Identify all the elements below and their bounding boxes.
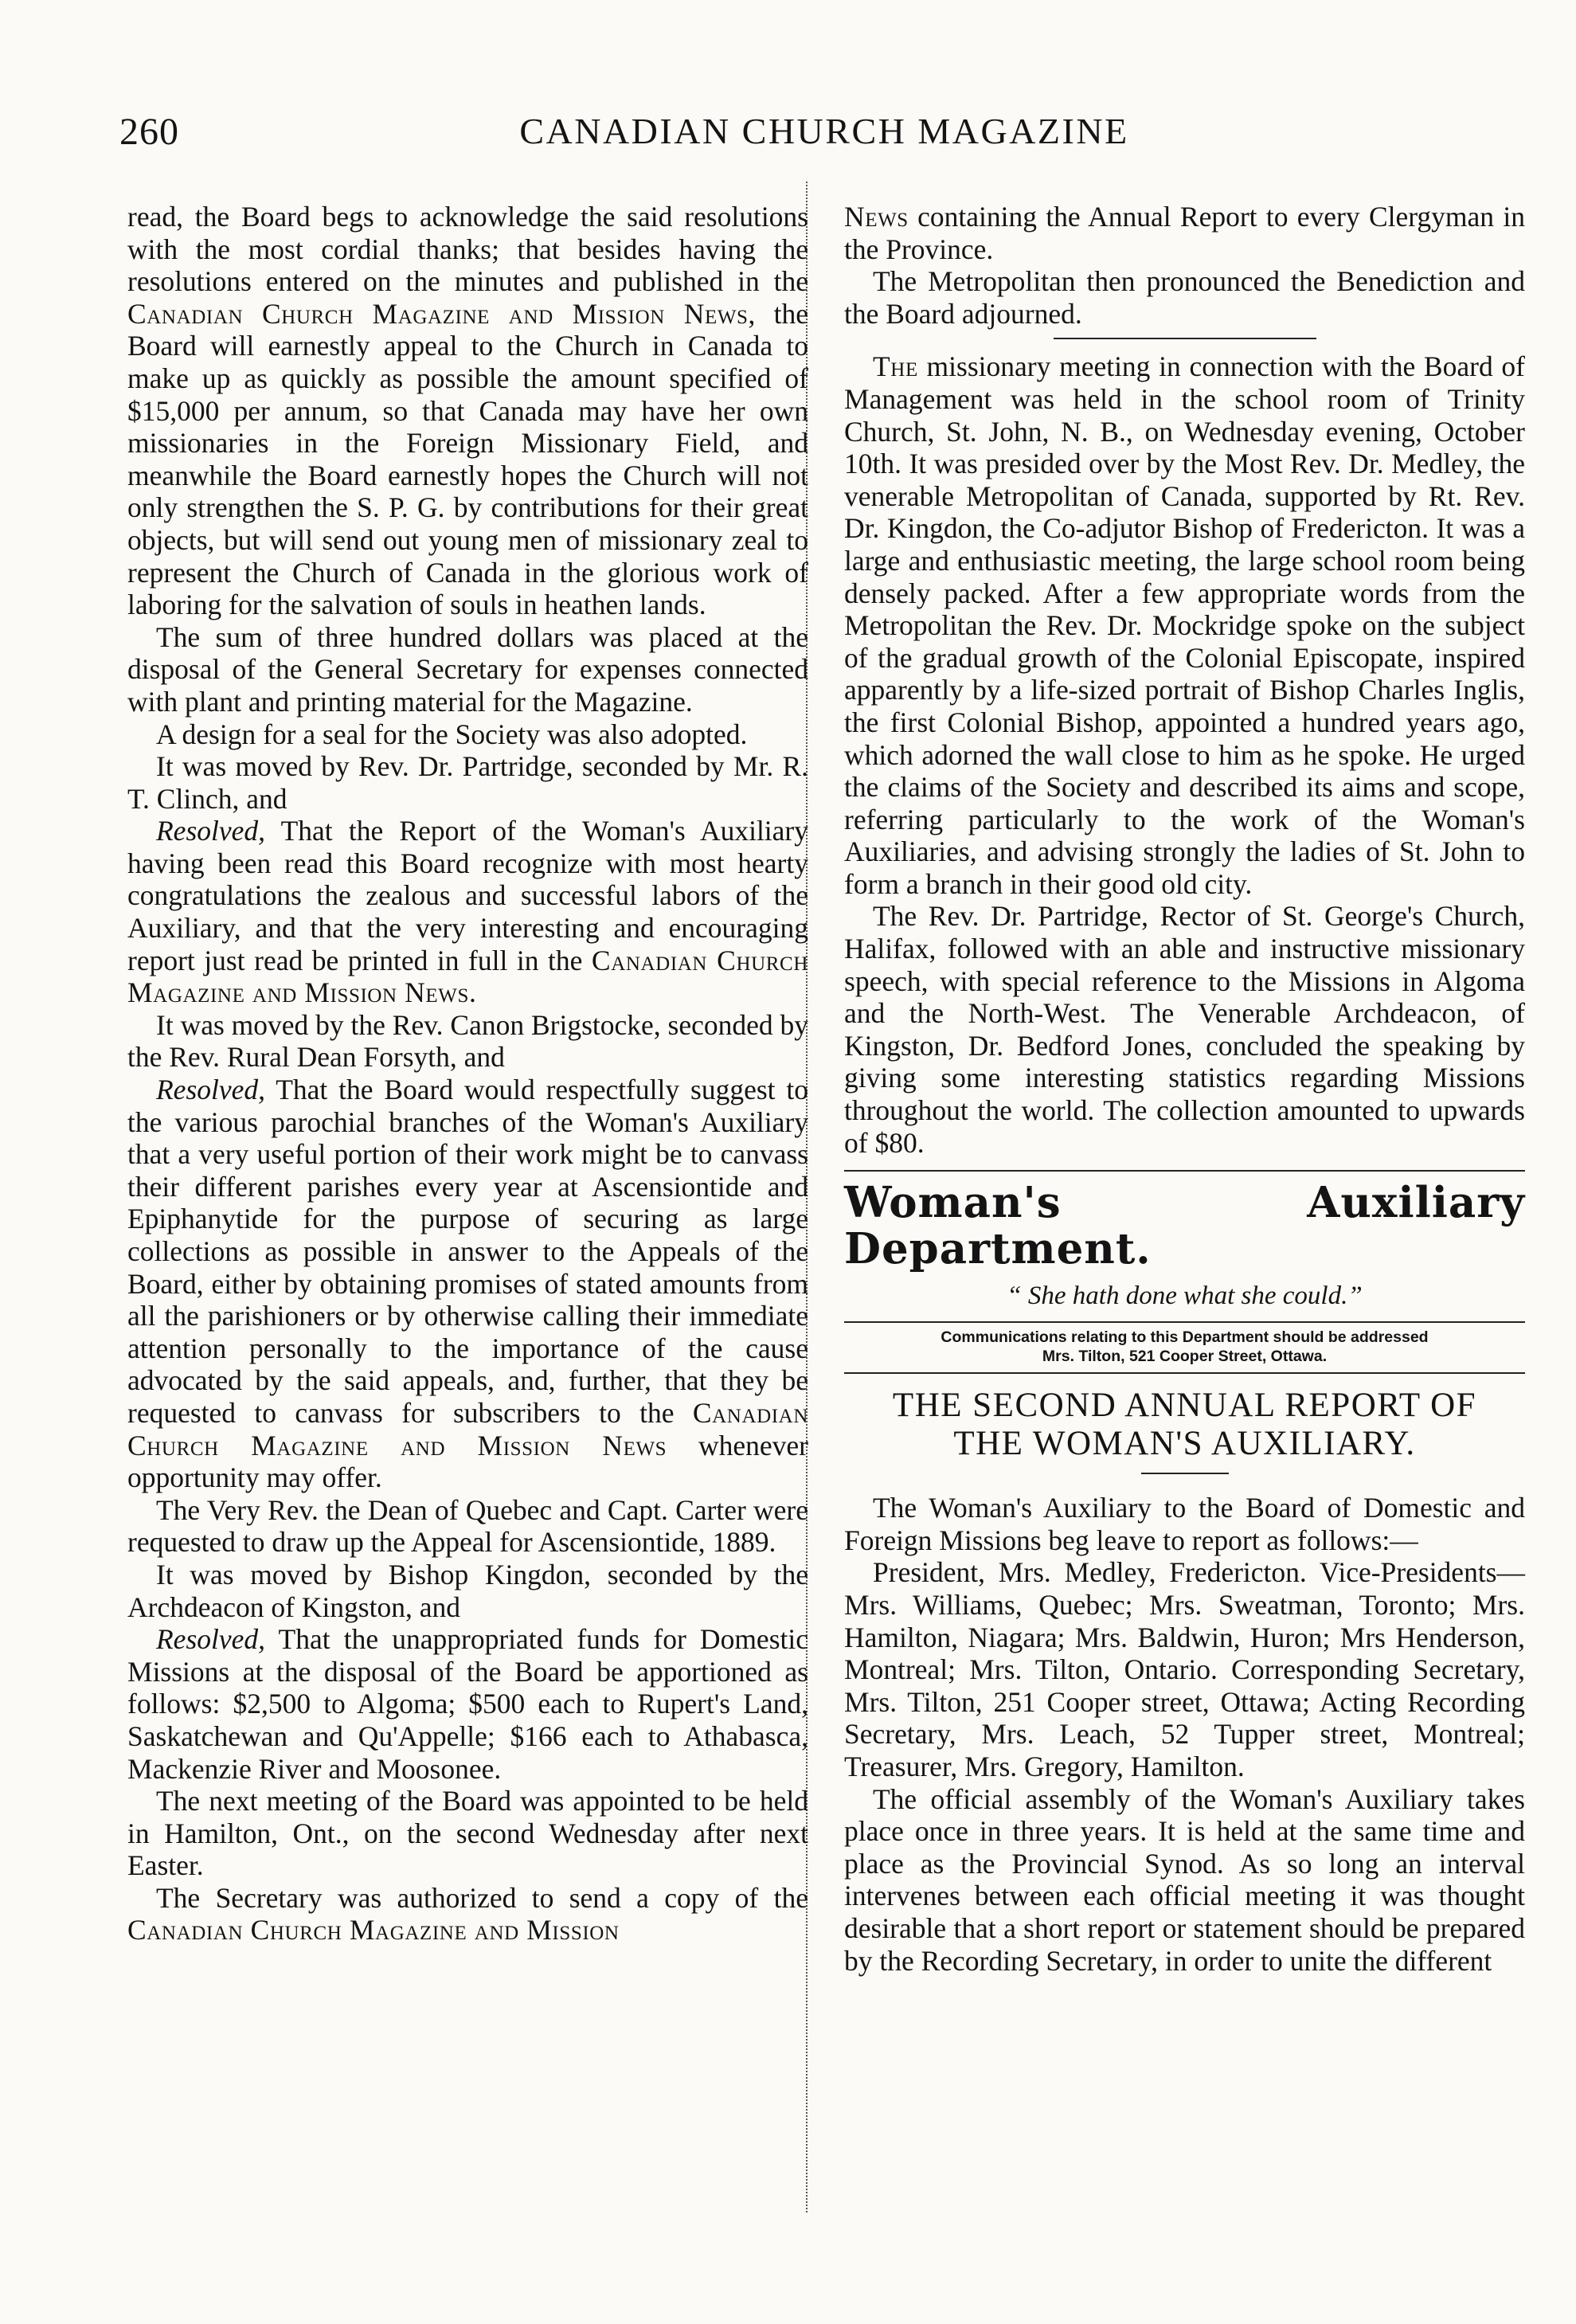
left-column [127, 201, 808, 1946]
magazine-name: News [844, 201, 909, 233]
title-rule [1141, 1473, 1229, 1474]
resolved-lead: Resolved, [156, 1623, 266, 1656]
magazine-name: Canadian Church Magazine and Mission News [127, 944, 808, 1009]
paragraph: It was moved by Bishop Kingdon, seconded by the Archdeacon of Kingston, and [127, 1558, 808, 1623]
report-title [844, 1387, 1525, 1463]
paragraph: The official assembly of the Woman's Auxiliary takes place once in three years. It is held at the same time and place as the Provincial Synod. As so long an interval intervenes between each official meeting it was thought desirable that a short report or statement should be prepared by the Recording Secretary, in order to unite the different [844, 1782, 1525, 1977]
right-column [844, 201, 1525, 1977]
paragraph: The sum of three hundred dollars was placed at the disposal of the General Secretary for expenses connected with plant and printing material for the Magazine. [127, 620, 808, 718]
section-rule [1054, 338, 1316, 339]
paragraph: A design for a seal for the Society was also adopted. [156, 718, 748, 750]
department-note-line: Mrs. Tilton, 521 Cooper Street, Ottawa. [1042, 1348, 1328, 1366]
paragraph: President, Mrs. Medley, Fredericton. Vice-Presidents—Mrs. Williams, Quebec; Mrs. Sweatman, Toronto; Mrs. Hamilton, Niagara; Mrs. Baldwin, Huron; Mrs Henderson, Montreal; Mrs. Tilton, Ontario. Corresponding Secretary, Mrs. Tilton, 251 Cooper street, Ottawa; Acting Recording Secretary, Mrs. Leach, 52 Tupper street, Montreal; Treasurer, Mrs. Gregory, Hamilton. [844, 1556, 1525, 1782]
department-title: Woman's Auxiliary Department. [844, 1178, 1525, 1274]
report-title-line: THE SECOND ANNUAL REPORT OF [892, 1387, 1477, 1425]
department-note [844, 1321, 1525, 1369]
paragraph: News containing the Annual Report to every Clergyman in the Province. [844, 201, 1525, 265]
paragraph: The Rev. Dr. Partridge, Rector of St. George's Church, Halifax, followed with an able and instructive missionary speech, with special reference to the Missions in Algoma and the North-West. The Venerable Archdeacon, of Kingston, Dr. Bedford Jones, concluded the speaking by giving some interesting statistics regarding Missions throughout the world. The collection amounted to upwards of $80. [844, 900, 1525, 1159]
page-header [119, 110, 1529, 166]
paragraph: The Very Rev. the Dean of Quebec and Capt. Carter were requested to draw up the Appeal for Ascensiontide, 1889. [127, 1493, 808, 1559]
paragraph: The Secretary was authorized to send a copy of the Canadian Church Magazine and Mission [127, 1881, 808, 1946]
section-rule [844, 1372, 1525, 1374]
paragraph: The Woman's Auxiliary to the Board of Domestic and Foreign Missions beg leave to report as follows:— [844, 1492, 1525, 1556]
magazine-name: Canadian Church Magazine and Mission News [127, 297, 749, 330]
report-title-line: THE WOMAN'S AUXILIARY. [953, 1425, 1416, 1463]
section-rule [844, 1170, 1525, 1172]
lead-word: The [873, 350, 918, 383]
paragraph: The Metropolitan then pronounced the Benediction and the Board adjourned. [844, 265, 1525, 330]
magazine-name: Canadian Church Magazine and Mission News [127, 1396, 808, 1461]
paragraph: It was moved by the Rev. Canon Brigstocke, seconded by the Rev. Rural Dean Forsyth, and [127, 1008, 808, 1074]
paragraph: It was moved by Rev. Dr. Partridge, seconded by Mr. R. T. Clinch, and [127, 750, 808, 815]
paragraph: The next meeting of the Board was appointed to be held in Hamilton, Ont., on the second Wednesday after next Easter. [127, 1785, 808, 1882]
paragraph: Resolved, That the Report of the Woman's Auxiliary having been read this Board recognize with most hearty congratulations the zealous and successful labors of the Auxiliary, and that the very interesting and encouraging report just read be printed in full in the Canadian Church Magazine and Mission News. [127, 815, 808, 1009]
paragraph: The missionary meeting in connection with the Board of Management was held in the school room of Trinity Church, St. John, N. B., on Wednesday evening, October 10th. It was presided over by the Most Rev. Dr. Medley, the venerable Metropolitan of Canada, supported by Rt. Rev. Dr. Kingdon, the Co-adjutor Bishop of Fredericton. It was a large and enthusiastic meeting, the large school room being densely packed. After a few appropriate words from the Metropolitan the Rev. Dr. Mockridge spoke on the subject of the gradual growth of the Colonial Episcopate, inspired apparently by a life-sized portrait of Bishop Charles Inglis, the first Colonial Bishop, appointed a hundred years ago, which adorned the wall close to him as he spoke. He urged the claims of the Society and described its aims and scope, referring particularly to the work of the Woman's Auxiliaries, and advising strongly the ladies of St. John to form a branch in their good old city. [844, 350, 1525, 900]
department-motto: “ She hath done what she could.” [1007, 1281, 1363, 1311]
paragraph: Resolved, That the unappropriated funds for Domestic Missions at the disposal of the Board be apportioned as follows: $2,500 to Algoma; $500 each to Rupert's Land, Saskatchewan and Qu'Appelle; $166 each to Athabasca, Mackenzie River and Moosonee. [127, 1623, 808, 1785]
running-head: CANADIAN CHURCH MAGAZINE [519, 111, 1129, 151]
magazine-name: Canadian Church Magazine and Mission [127, 1914, 620, 1946]
page-number: 260 [119, 111, 179, 153]
paragraph: Resolved, That the Board would respectfully suggest to the various parochial branches of the Woman's Auxiliary that a very useful portion of their work might be to canvass their different parishes every year at Ascensiontide and Epiphanytide for the purpose of securing as large collections as possible in answer to the Appeals of the Board, either by obtaining promises of stated amounts from all the parishioners or by otherwise calling their immediate attention personally to the importance of the cause advocated by the said appeals, and, further, that they be requested to canvass for subscribers to the Canadian Church Magazine and Mission News whenever opportunity may offer. [127, 1074, 808, 1494]
paragraph: read, the Board begs to acknowledge the said resolutions with the most cordial thanks; that besides having the resolutions entered on the minutes and published in the Canadian Church Magazine and Mission News, the Board will earnestly appeal to the Church in Canada to make up as quickly as possible the amount specified of $15,000 per annum, so that Canada may have her own missionaries in the Foreign Missionary Field, and meanwhile the Board earnestly hopes the Church will not only strengthen the S. P. G. by contributions for their great objects, but will send out young men of missionary zeal to represent the Church of Canada in the glorious work of laboring for the salvation of souls in heathen lands. [127, 201, 808, 621]
resolved-lead: Resolved, [156, 1074, 266, 1106]
department-note-line: Communications relating to this Department should be addressed [941, 1328, 1429, 1347]
resolved-lead: Resolved, [156, 815, 266, 847]
